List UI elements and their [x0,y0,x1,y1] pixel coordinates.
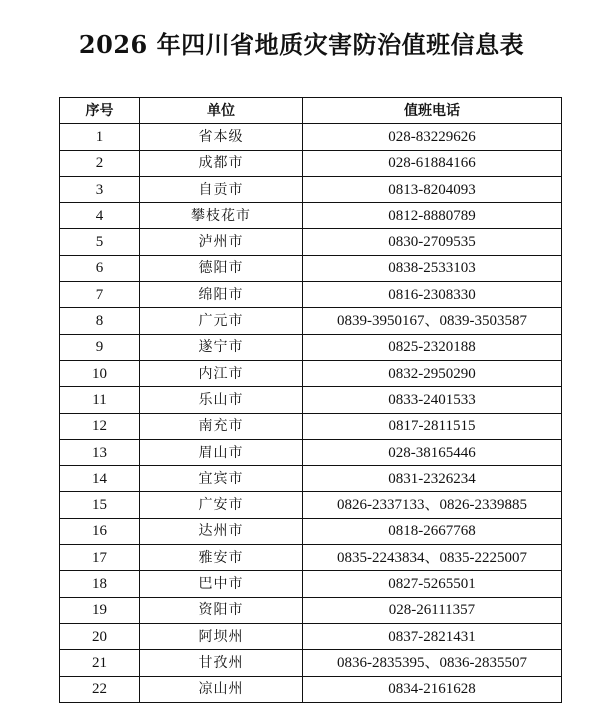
row-index: 9 [60,334,140,360]
row-phone: 0838-2533103 [303,255,562,281]
table-row [60,466,562,492]
row-phone: 0835-2243834、0835-2225007 [303,545,562,571]
row-index: 16 [60,518,140,544]
row-index: 13 [60,439,140,465]
table-row [60,571,562,597]
row-phone: 0836-2835395、0836-2835507 [303,650,562,676]
row-phone: 0839-3950167、0839-3503587 [303,308,562,334]
row-index: 22 [60,676,140,702]
row-index: 21 [60,650,140,676]
column-header-index: 序号 [60,98,140,124]
table-row [60,518,562,544]
row-phone: 0813-8204093 [303,176,562,202]
row-index: 3 [60,176,140,202]
table-row [60,387,562,413]
table-row [60,650,562,676]
row-unit: 攀枝花市 [140,203,303,229]
row-unit: 南充市 [140,413,303,439]
row-phone: 0834-2161628 [303,676,562,702]
table-row [60,334,562,360]
row-index: 15 [60,492,140,518]
row-phone: 028-83229626 [303,124,562,150]
row-unit: 甘孜州 [140,650,303,676]
row-unit: 德阳市 [140,255,303,281]
table-row [60,150,562,176]
row-phone: 0832-2950290 [303,360,562,386]
row-phone: 0827-5265501 [303,571,562,597]
row-unit: 自贡市 [140,176,303,202]
table-row [60,176,562,202]
page-title: 2026 年四川省地质灾害防治值班信息表 [78,30,525,59]
row-phone: 0831-2326234 [303,466,562,492]
row-phone: 0830-2709535 [303,229,562,255]
table-row [60,203,562,229]
row-index: 11 [60,387,140,413]
row-phone: 0817-2811515 [303,413,562,439]
row-unit: 资阳市 [140,597,303,623]
row-unit: 广安市 [140,492,303,518]
row-unit: 省本级 [140,124,303,150]
table-row [60,308,562,334]
row-unit: 眉山市 [140,439,303,465]
row-index: 20 [60,623,140,649]
row-phone: 0826-2337133、0826-2339885 [303,492,562,518]
table-row [60,676,562,702]
column-header-unit: 单位 [140,98,303,124]
table-row [60,439,562,465]
row-unit: 广元市 [140,308,303,334]
row-phone: 028-26111357 [303,597,562,623]
row-phone: 0825-2320188 [303,334,562,360]
row-unit: 达州市 [140,518,303,544]
table-row [60,124,562,150]
row-phone: 0816-2308330 [303,282,562,308]
row-index: 1 [60,124,140,150]
row-index: 6 [60,255,140,281]
row-index: 10 [60,360,140,386]
row-unit: 阿坝州 [140,623,303,649]
row-phone: 0837-2821431 [303,623,562,649]
row-phone: 028-38165446 [303,439,562,465]
row-unit: 内江市 [140,360,303,386]
row-phone: 0833-2401533 [303,387,562,413]
table-row [60,360,562,386]
table-row [60,545,562,571]
row-phone: 0818-2667768 [303,518,562,544]
row-unit: 宜宾市 [140,466,303,492]
table-row [60,255,562,281]
row-phone: 028-61884166 [303,150,562,176]
table-row [60,492,562,518]
row-index: 14 [60,466,140,492]
row-unit: 绵阳市 [140,282,303,308]
row-index: 8 [60,308,140,334]
column-header-phone: 值班电话 [303,98,562,124]
row-unit: 巴中市 [140,571,303,597]
row-unit: 乐山市 [140,387,303,413]
row-phone: 0812-8880789 [303,203,562,229]
duty-info-table [59,97,562,703]
row-index: 17 [60,545,140,571]
row-unit: 成都市 [140,150,303,176]
table-header-row [60,98,562,124]
table-row [60,413,562,439]
row-index: 19 [60,597,140,623]
row-unit: 雅安市 [140,545,303,571]
table-row [60,623,562,649]
row-unit: 泸州市 [140,229,303,255]
row-unit: 遂宁市 [140,334,303,360]
row-index: 5 [60,229,140,255]
row-index: 2 [60,150,140,176]
table-row [60,229,562,255]
table-row [60,597,562,623]
row-unit: 凉山州 [140,676,303,702]
table-row [60,282,562,308]
row-index: 4 [60,203,140,229]
row-index: 18 [60,571,140,597]
row-index: 7 [60,282,140,308]
row-index: 12 [60,413,140,439]
